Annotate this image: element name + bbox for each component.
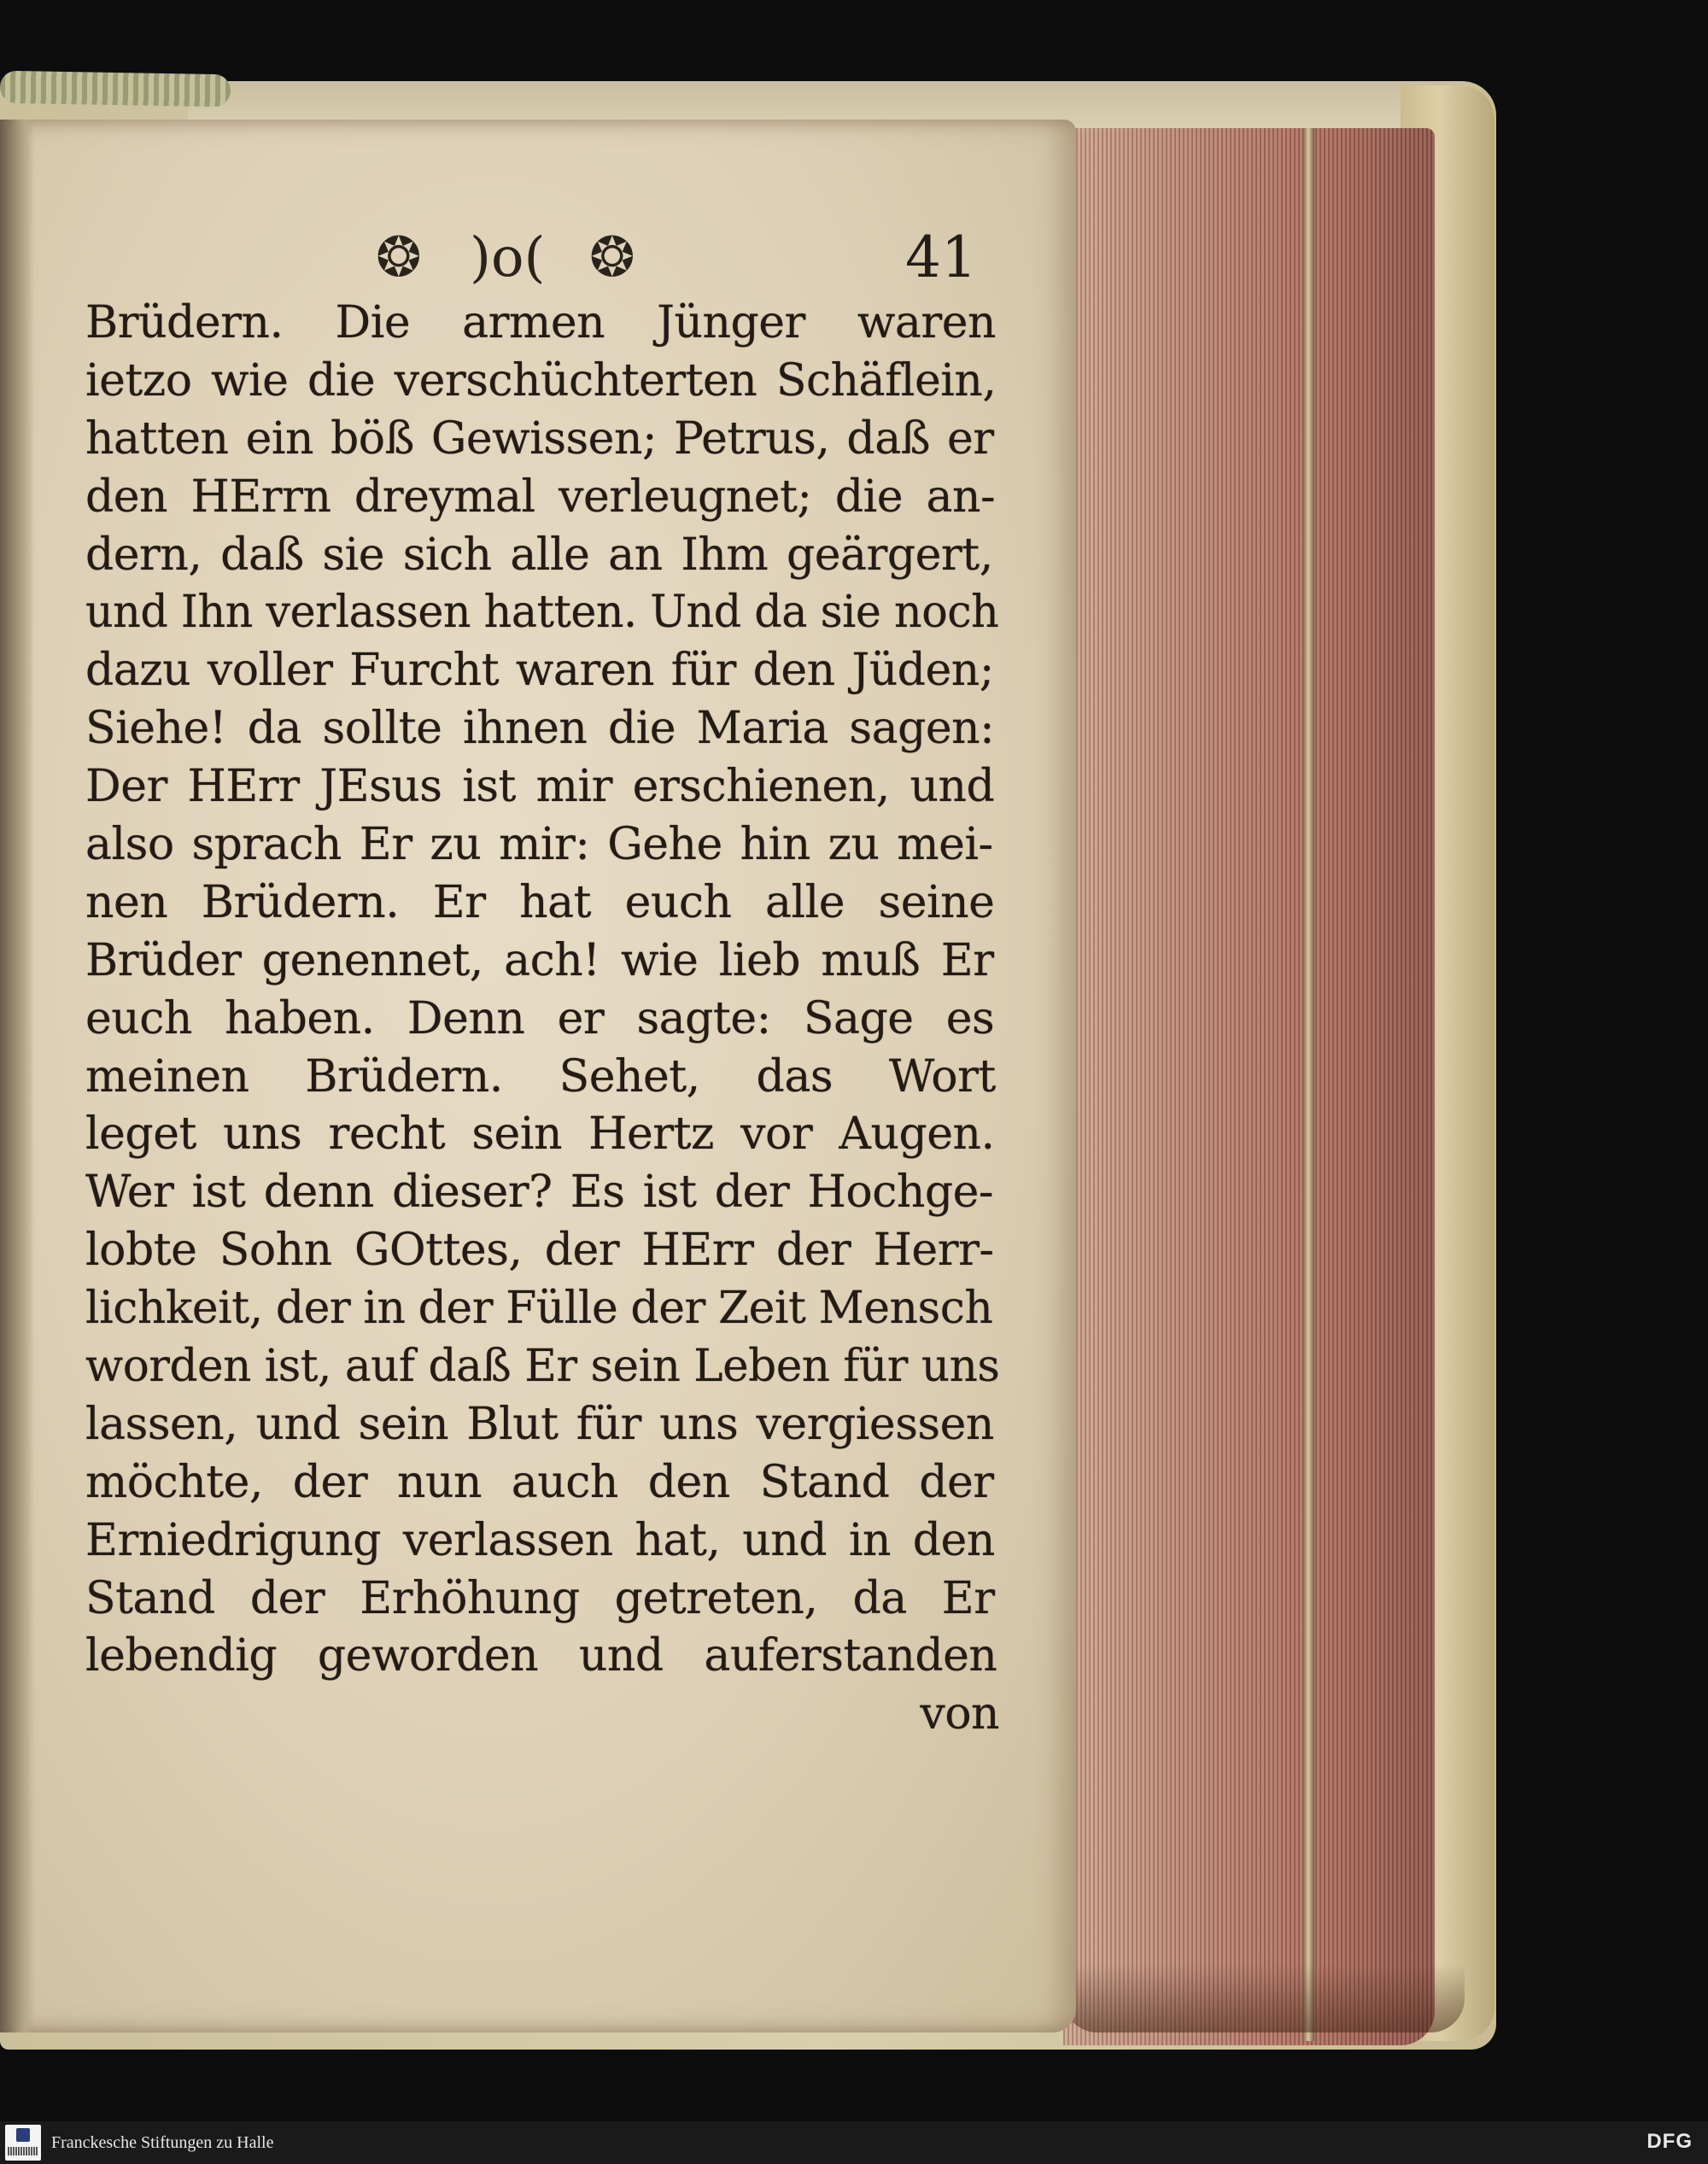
text-line: und Ihn verlassen hatten. Und da sie noch (85, 587, 999, 639)
text-line: euch haben. Denn er sagte: Sage es (85, 992, 995, 1044)
text-line: Siehe! da sollte ihnen die Maria sagen: (85, 703, 995, 755)
text-line: leget uns recht sein Hertz vor Augen. (85, 1108, 995, 1161)
body-text (85, 295, 999, 1744)
dfg-logo: DFG (1647, 2130, 1693, 2153)
text-line: Wer ist denn dieser? Es ist der Hochge- (85, 1167, 993, 1219)
text-line: meinen Brüdern. Sehet, das Wort (85, 1050, 996, 1102)
text-line: Der HErr JEsus ist mir erschienen, und (85, 761, 995, 813)
text-line: lebendig geworden und auferstanden (85, 1630, 997, 1682)
page-number: 41 (905, 225, 977, 290)
text-line: dern, daß sie sich alle an Ihm geärgert, (85, 529, 993, 581)
text-line: möchte, der nun auch den Stand der (85, 1456, 994, 1508)
text-line: ietzo wie die verschüchterten Schäflein, (85, 354, 997, 406)
text-line: worden ist, auf daß Er sein Leben für uns (85, 1341, 1000, 1393)
page-gutter (0, 120, 34, 2032)
bookmark-ribbon (0, 71, 231, 108)
text-line: Brüder genennet, ach! wie lieb muß Er (85, 934, 994, 986)
catchword: von (920, 1688, 999, 1740)
institution-name: Franckesche Stiftungen zu Halle (51, 2133, 274, 2152)
text-line: den HErrn dreymal verleugnet; die an- (85, 471, 996, 523)
page-edges (1063, 128, 1435, 2045)
page-edges-shadow (1063, 1964, 1465, 2032)
text-line: hatten ein böß Gewissen; Petrus, daß er (85, 412, 994, 465)
page-edges-gap (1302, 128, 1314, 2041)
text-line: Brüdern. Die armen Jünger waren (85, 297, 997, 348)
text-line: also sprach Er zu mir: Gehe hin zu mei- (85, 819, 993, 871)
text-line: Erniedrigung verlassen hat, und in den (85, 1514, 995, 1566)
logo-mark (16, 2128, 30, 2142)
text-line: Stand der Erhöhung getreten, da Er (85, 1572, 995, 1624)
header-separator: )o( (470, 226, 546, 290)
text-line: nen Brüdern. Er hat euch alle seine (85, 876, 995, 928)
text-line: dazu voller Furcht waren für den Jüden; (85, 645, 994, 697)
logo-text (8, 2147, 38, 2155)
running-head (376, 224, 991, 292)
text-line: lobte Sohn GOttes, der HErr der Herr- (85, 1225, 994, 1277)
text-line: lichkeit, der in der Fülle der Zeit Mensch (85, 1283, 993, 1335)
text-line: lassen, und sein Blut für uns vergiessen (85, 1398, 994, 1450)
ornament-left-icon: ❂ (376, 226, 422, 290)
ornament-right-icon: ❂ (589, 226, 635, 290)
institution-logo-icon (5, 2125, 41, 2161)
